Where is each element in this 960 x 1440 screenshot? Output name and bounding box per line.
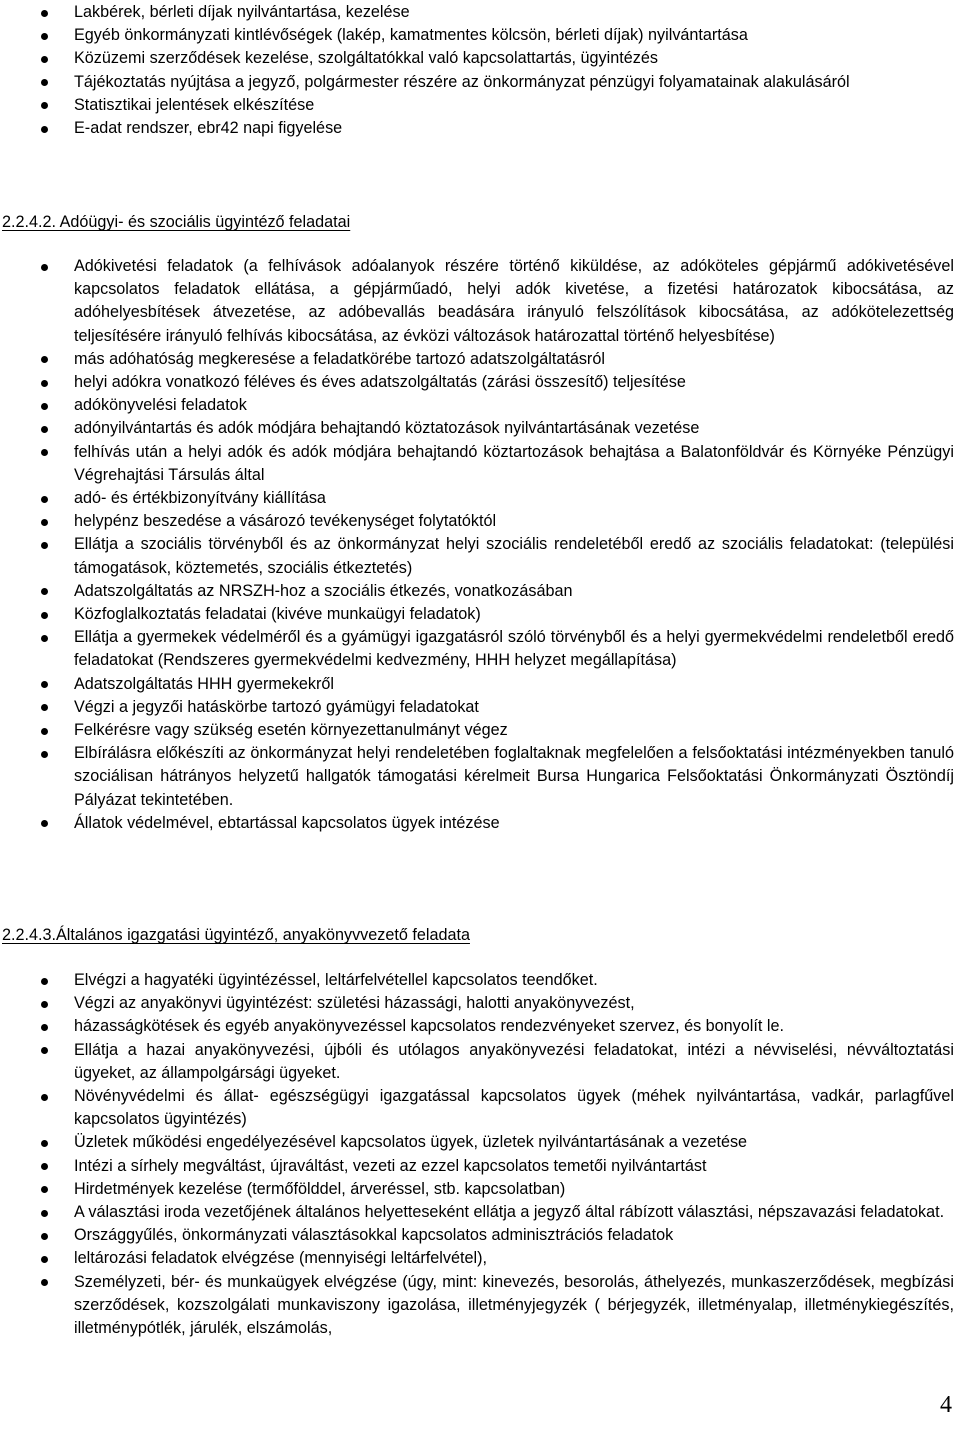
list-item: A választási iroda vezetőjének általános helyetteseként ellátja a jegyző által rábízott választási, népszavazási feladatokat. bbox=[0, 1201, 960, 1224]
list-item: Üzletek működési engedélyezésével kapcsolatos ügyek, üzletek nyilvántartásának a vezetése bbox=[0, 1131, 960, 1154]
list-item: adó- és értékbizonyítvány kiállítása bbox=[0, 487, 960, 510]
bullet-icon bbox=[41, 588, 48, 595]
list-item: Egyéb önkormányzati kintlévőségek (lakép, kamatmentes kölcsön, bérleti díjak) nyilvántartása bbox=[0, 24, 960, 47]
bullet-icon bbox=[41, 1024, 48, 1031]
task-list-general-admin bbox=[0, 969, 960, 1340]
bullet-icon bbox=[41, 1210, 48, 1217]
list-item: Lakbérek, bérleti díjak nyilvántartása, kezelése bbox=[0, 1, 960, 24]
list-item: Adatszolgáltatás az NRSZH-hoz a szociális étkezés, vonatkozásában bbox=[0, 580, 960, 603]
bullet-icon bbox=[41, 1163, 48, 1170]
bullet-icon bbox=[41, 79, 48, 86]
bullet-icon bbox=[41, 356, 48, 363]
bullet-icon bbox=[41, 978, 48, 985]
bullet-icon bbox=[41, 33, 48, 40]
bullet-icon bbox=[41, 1094, 48, 1101]
list-item: leltározási feladatok elvégzése (mennyiségi leltárfelvétel), bbox=[0, 1247, 960, 1270]
list-item: Személyzeti, bér- és munkaügyek elvégzése (úgy, mint: kinevezés, besorolás, áthelyezés, munkaszerződések, megbízási szerződések, kozszolgálati munkaviszony igazolása, illetményjegyzék ( bérjegyzék, illetményalap, illetménykiegészítés, illetménypótlék, járulék, elszámolás, bbox=[0, 1271, 960, 1341]
list-item: Növényvédelmi és állat- egészségügyi igazgatással kapcsolatos ügyek (méhek nyilvántartása, vadkár, parlagfűvel kapcsolatos ügyintézés) bbox=[0, 1085, 960, 1131]
list-item: más adóhatóság megkeresése a feladatkörébe tartozó adatszolgáltatásról bbox=[0, 348, 960, 371]
task-list-tax-social bbox=[0, 255, 960, 835]
list-item: helypénz beszedése a vásározó tevékenységet folytatóktól bbox=[0, 510, 960, 533]
bullet-icon bbox=[41, 542, 48, 549]
list-item: Közfoglalkoztatás feladatai (kivéve munkaügyi feladatok) bbox=[0, 603, 960, 626]
list-item: adókönyvelési feladatok bbox=[0, 394, 960, 417]
section-heading-general-admin: 2.2.4.3.Általános igazgatási ügyintéző, anyakönyvvezető feladata bbox=[2, 926, 470, 944]
bullet-icon bbox=[41, 1140, 48, 1147]
list-item: házasságkötések és egyéb anyakönyvezéssel kapcsolatos rendezvényeket szervez, és bonyolít le. bbox=[0, 1015, 960, 1038]
bullet-icon bbox=[41, 1001, 48, 1008]
bullet-icon bbox=[41, 1047, 48, 1054]
list-item: Ellátja a szociális törvényből és az önkormányzat helyi szociális rendeletéből eredő az szociális feladatokat: (települési támogatások, köztemetés, szociális étkeztetés) bbox=[0, 533, 960, 579]
section-heading-tax-social: 2.2.4.2. Adóügyi- és szociális ügyintéző feladatai bbox=[2, 213, 351, 231]
bullet-icon bbox=[41, 1233, 48, 1240]
list-item: helyi adókra vonatkozó féléves és éves adatszolgáltatás (zárási összesítő) teljesítése bbox=[0, 371, 960, 394]
list-item: Végzi az anyakönyvi ügyintézést: születési házassági, halotti anyakönyvezést, bbox=[0, 992, 960, 1015]
task-list-finance bbox=[0, 0, 960, 139]
list-item: Adatszolgáltatás HHH gyermekekről bbox=[0, 673, 960, 696]
list-item: felhívás után a helyi adók és adók módjára behajtandó köztartozások behajtása a Balatonföldvár és Környéke Pénzügyi Végrehajtási Társulás által bbox=[0, 441, 960, 487]
list-item: Közüzemi szerződések kezelése, szolgáltatókkal való kapcsolattartás, ügyintézés bbox=[0, 47, 960, 70]
bullet-icon bbox=[41, 1279, 48, 1286]
bullet-icon bbox=[41, 380, 48, 387]
list-item: adónyilvántartás és adók módjára behajtandó köztatozások nyilvántartásának vezetése bbox=[0, 417, 960, 440]
bullet-icon bbox=[41, 496, 48, 503]
list-item: E-adat rendszer, ebr42 napi figyelése bbox=[0, 117, 960, 140]
bullet-icon bbox=[41, 1186, 48, 1193]
bullet-icon bbox=[41, 519, 48, 526]
bullet-icon bbox=[41, 728, 48, 735]
bullet-icon bbox=[41, 449, 48, 456]
bullet-icon bbox=[41, 704, 48, 711]
list-item: Végzi a jegyzői hatáskörbe tartozó gyámügyi feladatokat bbox=[0, 696, 960, 719]
list-item: Hirdetmények kezelése (termőfölddel, árveréssel, stb. kapcsolatban) bbox=[0, 1178, 960, 1201]
bullet-icon bbox=[41, 102, 48, 109]
bullet-icon bbox=[41, 751, 48, 758]
list-item: Felkérésre vagy szükség esetén környezettanulmányt végez bbox=[0, 719, 960, 742]
list-item: Statisztikai jelentések elkészítése bbox=[0, 94, 960, 117]
bullet-icon bbox=[41, 635, 48, 642]
bullet-icon bbox=[41, 612, 48, 619]
bullet-icon bbox=[41, 681, 48, 688]
list-item: Elvégzi a hagyatéki ügyintézéssel, leltárfelvétellel kapcsolatos teendőket. bbox=[0, 969, 960, 992]
bullet-icon bbox=[41, 426, 48, 433]
list-item: Országgyűlés, önkormányzati választásokkal kapcsolatos adminisztrációs feladatok bbox=[0, 1224, 960, 1247]
bullet-icon bbox=[41, 10, 48, 17]
bullet-icon bbox=[41, 1256, 48, 1263]
bullet-icon bbox=[41, 56, 48, 63]
list-item: Ellátja a hazai anyakönyvezési, újbóli és utólagos anyakönyvezési feladatokat, intézi a névviselési, névváltoztatási ügyeket, az állampolgársági ügyeket. bbox=[0, 1039, 960, 1085]
bullet-icon bbox=[41, 264, 48, 271]
list-item: Adókivetési feladatok (a felhívások adóalanyok részére történő kiküldése, az adóköteles gépjármű adókivetésével kapcsolatos feladatok ellátása, a gépjárműadó, helyi adók kivetése, a fizetési határozatok kibocsátása, az adóhelyesbítések átvezetése, az adóbevallás beadására irányuló felszólítások kibocsátása, az adókötelezettség teljesítésére irányuló felhívás kibocsátása, az évközi változások határozattal történő helyesbítése) bbox=[0, 255, 960, 348]
bullet-icon bbox=[41, 126, 48, 133]
bullet-icon bbox=[41, 403, 48, 410]
list-item: Tájékoztatás nyújtása a jegyző, polgármester részére az önkormányzat pénzügyi folyamatainak alakulásáról bbox=[0, 71, 960, 94]
list-item: Elbírálásra előkészíti az önkormányzat helyi rendeletében foglaltaknak megfelelően a felsőoktatási intézményekben tanuló szociálisan hátrányos helyzetű hallgatók támogatási kérelmeit Bursa Hungarica Felsőoktatási Önkormányzati Ösztöndíj Pályázat tekintetében. bbox=[0, 742, 960, 812]
list-item: Állatok védelmével, ebtartással kapcsolatos ügyek intézése bbox=[0, 812, 960, 835]
page-number: 4 bbox=[940, 1392, 952, 1418]
list-item: Intézi a sírhely megváltást, újraváltást, vezeti az ezzel kapcsolatos temetői nyilvántartást bbox=[0, 1155, 960, 1178]
bullet-icon bbox=[41, 820, 48, 827]
list-item: Ellátja a gyermekek védelméről és a gyámügyi igazgatásról szóló törvényből és a helyi gyermekvédelmi rendeletből eredő feladatokat (Rendszeres gyermekvédelmi kedvezmény, HHH helyzet megállapítása) bbox=[0, 626, 960, 672]
